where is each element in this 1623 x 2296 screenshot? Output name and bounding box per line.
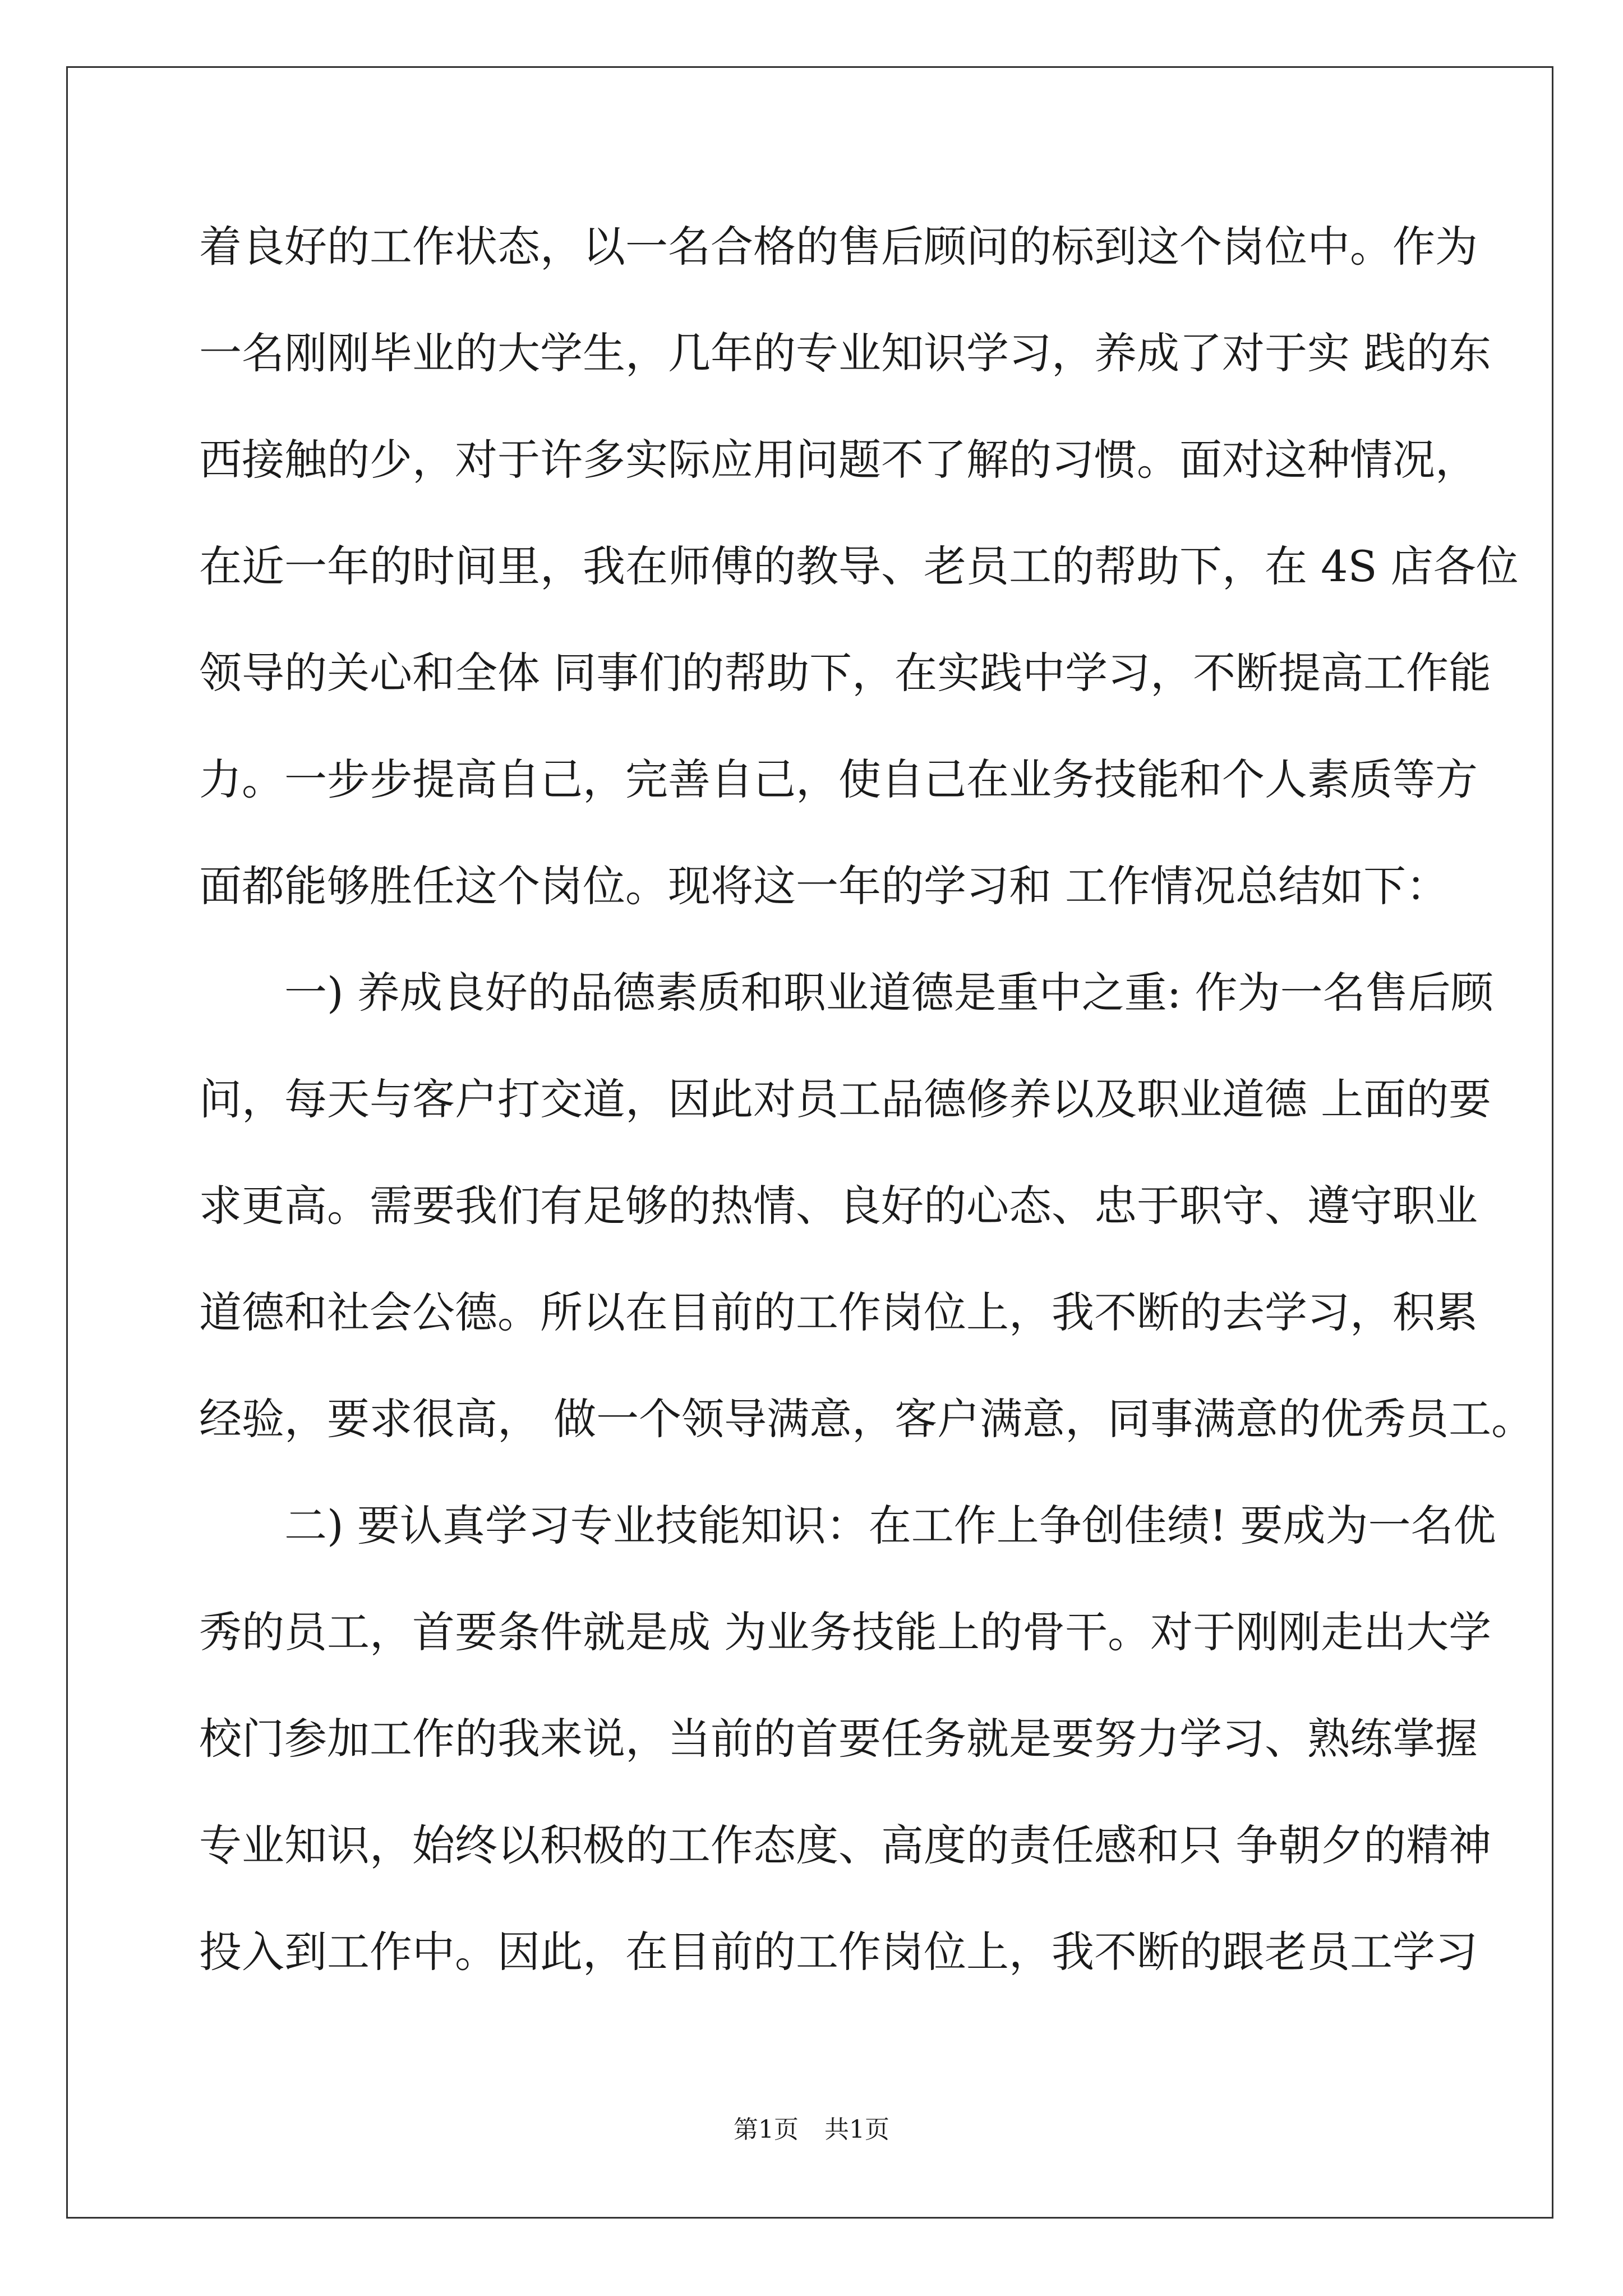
text-line-17: 投入到工作中。因此，在目前的工作岗位上，我不断的跟老员工学习: [199, 1927, 1478, 1977]
page-number-current: 第1页: [734, 2115, 799, 2144]
text-line-3: 西接触的少，对于许多实际应用问题不了解的习惯。面对这种情况，: [199, 435, 1478, 485]
text-line-4: 在近一年的时间里，我在师傅的教导、老员工的帮助下，在 4S 店各位: [199, 541, 1519, 591]
text-line-5: 领导的关心和全体 同事们的帮助下，在实践中学习，不断提高工作能: [199, 648, 1492, 698]
section-1-heading-line: 一) 养成良好的品德素质和职业道德是重中之重: 作为一名售后顾: [284, 968, 1493, 1018]
text-line-9: 问，每天与客户打交道，因此对员工品德修养以及职业道德 上面的要: [199, 1074, 1492, 1124]
text-line-15: 校门参加工作的我来说，当前的首要任务就是要努力学习、熟练掌握: [199, 1714, 1478, 1764]
text-line-6: 力。一步步提高自己，完善自己，使自己在业务技能和个人素质等方: [199, 754, 1478, 804]
text-line-16: 专业知识，始终以积极的工作态度、高度的责任感和只 争朝夕的精神: [199, 1820, 1492, 1870]
text-line-12: 经验，要求很高， 做一个领导满意，客户满意，同事满意的优秀员工。: [199, 1394, 1534, 1444]
document-body: [199, 194, 1534, 2005]
text-line-1: 着良好的工作状态，以一名合格的售后顾问的标到这个岗位中。作为: [199, 222, 1478, 272]
text-line-2: 一名刚刚毕业的大学生，几年的专业知识学习，养成了对于实 践的东: [199, 328, 1492, 378]
page-number-total: 共1页: [824, 2115, 889, 2144]
text-line-7: 面都能够胜任这个岗位。现将这一年的学习和 工作情况总结如下：: [199, 861, 1449, 911]
page-footer: [0, 2113, 1623, 2147]
text-line-10: 求更高。需要我们有足够的热情、良好的心态、忠于职守、遵守职业: [199, 1181, 1478, 1231]
section-2-heading-line: 二) 要认真学习专业技能知识：在工作上争创佳绩! 要成为一名优: [284, 1501, 1496, 1550]
text-line-11: 道德和社会公德。所以在目前的工作岗位上，我不断的去学习，积累: [199, 1287, 1478, 1337]
text-line-14: 秀的员工，首要条件就是成 为业务技能上的骨干。对于刚刚走出大学: [199, 1607, 1492, 1657]
